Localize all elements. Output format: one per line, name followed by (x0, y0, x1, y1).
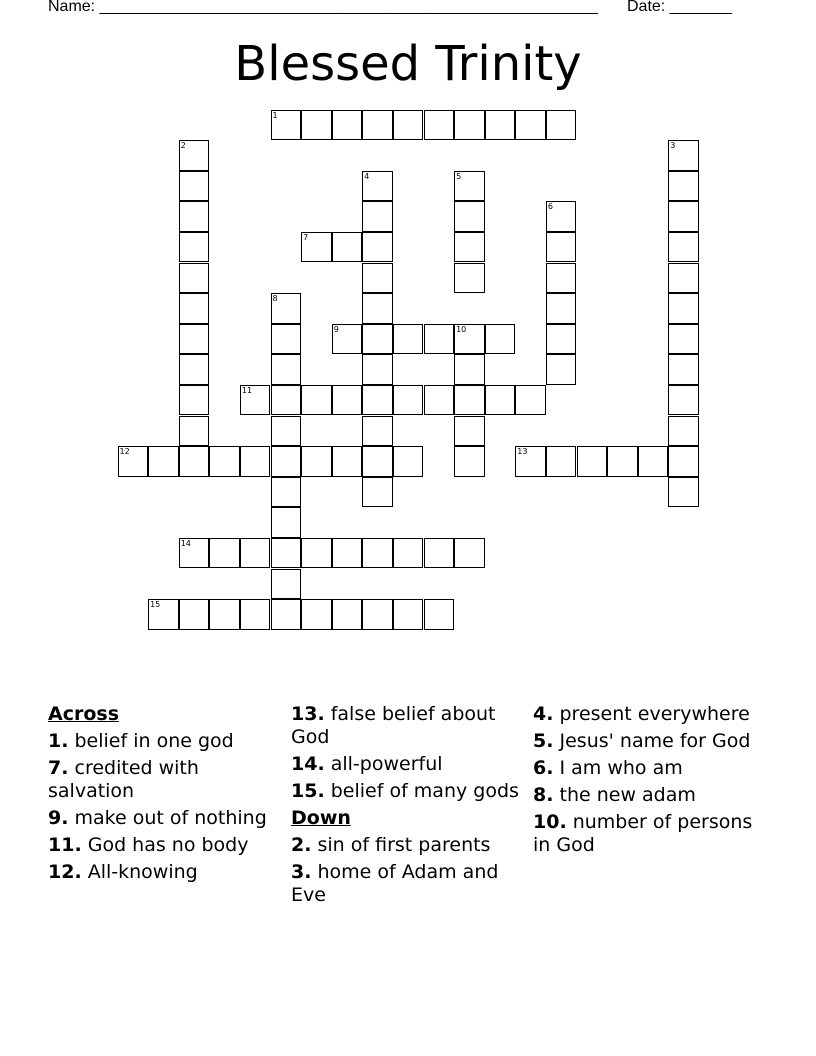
grid-cell[interactable] (179, 140, 210, 171)
name-field[interactable]: Name: ________________________________________________________ (48, 0, 598, 15)
clues-column-3 (533, 703, 765, 861)
grid-cell[interactable] (546, 110, 577, 141)
clue-across-11: 11. God has no body (48, 834, 249, 856)
grid-cell[interactable] (454, 232, 485, 263)
grid-cell[interactable] (301, 385, 332, 416)
grid-cell[interactable] (668, 385, 699, 416)
grid-cell[interactable] (362, 171, 393, 202)
clue-down-8: 8. the new adam (533, 784, 696, 806)
grid-cell[interactable] (301, 599, 332, 630)
clue-down-4: 4. present everywhere (533, 703, 750, 725)
down-heading: Down (291, 807, 351, 829)
grid-cell[interactable] (332, 385, 363, 416)
clue-number-label: 9 (333, 324, 339, 334)
grid-cell[interactable] (362, 201, 393, 232)
grid-cell[interactable] (668, 140, 699, 171)
date-field[interactable]: Date: _______ (627, 0, 732, 15)
grid-cell[interactable] (118, 446, 149, 477)
clue-number-label: 2 (180, 141, 186, 151)
grid-cell[interactable] (179, 416, 210, 447)
clue-number-label: 5 (456, 171, 462, 181)
grid-cell[interactable] (179, 171, 210, 202)
grid-cell[interactable] (271, 385, 302, 416)
clue-number-label: 6 (547, 202, 553, 212)
grid-cell[interactable] (362, 232, 393, 263)
grid-cell[interactable] (454, 446, 485, 477)
grid-cell[interactable] (577, 446, 608, 477)
grid-cell[interactable] (301, 538, 332, 569)
grid-cell[interactable] (332, 232, 363, 263)
grid-cell[interactable] (454, 416, 485, 447)
clues-column-2 (291, 703, 523, 911)
grid-cell[interactable] (301, 110, 332, 141)
grid-cell[interactable] (393, 110, 424, 141)
grid-cell[interactable] (638, 446, 669, 477)
grid-cell[interactable] (332, 324, 363, 355)
grid-cell[interactable] (179, 599, 210, 630)
clue-number-label: 15 (150, 600, 161, 610)
grid-cell[interactable] (271, 569, 302, 600)
grid-cell[interactable] (424, 385, 455, 416)
clues-column-1 (48, 703, 280, 888)
grid-cell[interactable] (424, 324, 455, 355)
grid-cell[interactable] (332, 538, 363, 569)
grid-cell[interactable] (362, 446, 393, 477)
grid-cell[interactable] (546, 324, 577, 355)
grid-cell[interactable] (546, 293, 577, 324)
clue-across-15: 15. belief of many gods (291, 780, 519, 802)
grid-cell[interactable] (668, 477, 699, 508)
clue-number-label: 12 (119, 447, 130, 457)
grid-cell[interactable] (668, 416, 699, 447)
grid-cell[interactable] (424, 599, 455, 630)
grid-cell[interactable] (271, 110, 302, 141)
grid-cell[interactable] (362, 110, 393, 141)
grid-cell[interactable] (454, 263, 485, 294)
clue-number-label: 8 (272, 294, 278, 304)
grid-cell[interactable] (454, 324, 485, 355)
grid-cell[interactable] (546, 201, 577, 232)
grid-cell[interactable] (148, 446, 179, 477)
grid-cell[interactable] (271, 324, 302, 355)
grid-cell[interactable] (332, 110, 363, 141)
grid-cell[interactable] (179, 446, 210, 477)
grid-cell[interactable] (485, 110, 516, 141)
clue-across-12: 12. All-knowing (48, 861, 198, 883)
grid-cell[interactable] (362, 324, 393, 355)
grid-cell[interactable] (179, 324, 210, 355)
grid-cell[interactable] (668, 232, 699, 263)
clue-down-2: 2. sin of first parents (291, 834, 491, 856)
grid-cell[interactable] (240, 385, 271, 416)
clue-number-label: 7 (303, 232, 309, 242)
grid-cell[interactable] (271, 293, 302, 324)
clue-number-label: 10 (456, 324, 467, 334)
grid-cell[interactable] (240, 446, 271, 477)
grid-cell[interactable] (362, 599, 393, 630)
grid-cell[interactable] (209, 446, 240, 477)
clue-across-14: 14. all-powerful (291, 753, 443, 775)
grid-cell[interactable] (454, 201, 485, 232)
grid-cell[interactable] (454, 110, 485, 141)
grid-cell[interactable] (179, 354, 210, 385)
grid-cell[interactable] (454, 385, 485, 416)
grid-cell[interactable] (668, 293, 699, 324)
grid-cell[interactable] (209, 599, 240, 630)
across-heading: Across (48, 703, 120, 725)
grid-cell[interactable] (362, 293, 393, 324)
grid-cell[interactable] (668, 446, 699, 477)
grid-cell[interactable] (607, 446, 638, 477)
grid-cell[interactable] (393, 385, 424, 416)
grid-cell[interactable] (362, 477, 393, 508)
grid-cell[interactable] (485, 324, 516, 355)
grid-cell[interactable] (301, 232, 332, 263)
grid-cell[interactable] (332, 446, 363, 477)
clue-across-9: 9. make out of nothing (48, 807, 267, 829)
grid-cell[interactable] (454, 171, 485, 202)
grid-cell[interactable] (179, 232, 210, 263)
grid-cell[interactable] (301, 446, 332, 477)
puzzle-title: Blessed Trinity (234, 36, 582, 92)
grid-cell[interactable] (393, 538, 424, 569)
grid-cell[interactable] (362, 354, 393, 385)
clue-number-label: 13 (517, 447, 528, 457)
grid-cell[interactable] (179, 538, 210, 569)
grid-cell[interactable] (271, 416, 302, 447)
grid-cell[interactable] (148, 599, 179, 630)
grid-cell[interactable] (271, 446, 302, 477)
grid-cell[interactable] (362, 416, 393, 447)
clue-down-3: 3. home of Adam and Eve (291, 861, 499, 906)
grid-cell[interactable] (546, 354, 577, 385)
grid-cell[interactable] (515, 446, 546, 477)
grid-cell[interactable] (362, 263, 393, 294)
grid-cell[interactable] (271, 538, 302, 569)
grid-cell[interactable] (485, 385, 516, 416)
grid-cell[interactable] (179, 201, 210, 232)
grid-cell[interactable] (393, 599, 424, 630)
grid-cell[interactable] (362, 538, 393, 569)
grid-cell[interactable] (668, 354, 699, 385)
clue-down-10: 10. number of persons in God (533, 811, 753, 856)
clue-number-label: 3 (670, 141, 676, 151)
grid-cell[interactable] (546, 232, 577, 263)
clue-down-6: 6. I am who am (533, 757, 683, 779)
grid-cell[interactable] (209, 538, 240, 569)
clue-down-5: 5. Jesus' name for God (533, 730, 751, 752)
grid-cell[interactable] (271, 477, 302, 508)
grid-cell[interactable] (240, 538, 271, 569)
grid-cell[interactable] (271, 354, 302, 385)
grid-cell[interactable] (179, 293, 210, 324)
clue-number-label: 4 (364, 171, 370, 181)
clue-across-1: 1. belief in one god (48, 730, 234, 752)
grid-cell[interactable] (515, 385, 546, 416)
grid-cell[interactable] (668, 324, 699, 355)
grid-cell[interactable] (454, 354, 485, 385)
clue-across-7: 7. credited with salvation (48, 757, 199, 802)
grid-cell[interactable] (546, 446, 577, 477)
clue-number-label: 11 (241, 385, 253, 395)
grid-cell[interactable] (668, 201, 699, 232)
grid-cell[interactable] (179, 263, 210, 294)
grid-cell[interactable] (515, 110, 546, 141)
grid-cell[interactable] (546, 263, 577, 294)
grid-cell[interactable] (668, 263, 699, 294)
grid-cell[interactable] (454, 538, 485, 569)
grid-cell[interactable] (424, 538, 455, 569)
grid-cell[interactable] (332, 599, 363, 630)
grid-cell[interactable] (424, 110, 455, 141)
grid-cell[interactable] (240, 599, 271, 630)
grid-cell[interactable] (271, 599, 302, 630)
clue-number-label: 1 (272, 110, 278, 120)
clue-number-label: 14 (180, 538, 191, 548)
grid-cell[interactable] (393, 446, 424, 477)
grid-cell[interactable] (271, 507, 302, 538)
clue-across-13: 13. false belief about God (291, 703, 496, 748)
grid-cell[interactable] (393, 324, 424, 355)
grid-cell[interactable] (668, 171, 699, 202)
grid-cell[interactable] (362, 385, 393, 416)
grid-cell[interactable] (179, 385, 210, 416)
